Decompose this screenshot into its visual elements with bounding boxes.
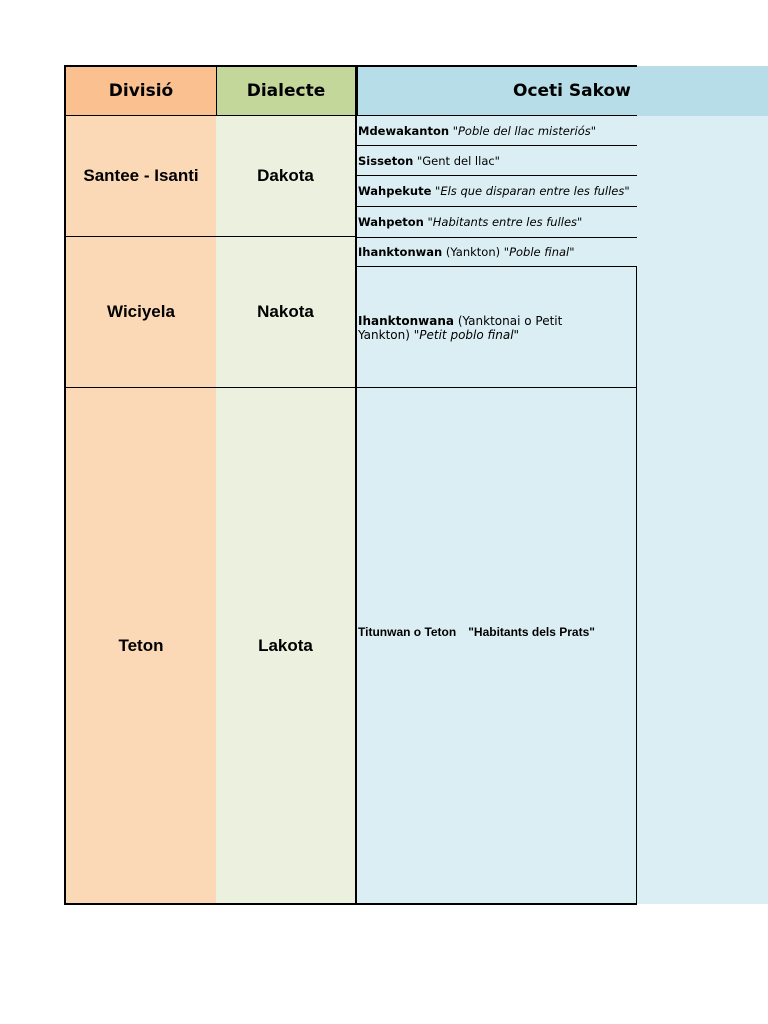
band-name: Mdewakanton xyxy=(358,123,450,138)
header-overflow xyxy=(637,66,768,116)
band-item xyxy=(356,237,637,267)
header-division-label: Divisió xyxy=(108,81,174,101)
band-name: Ihanktonwana xyxy=(358,313,454,328)
band-name: Sisseton xyxy=(358,153,414,168)
header-dialect xyxy=(217,65,357,117)
band-item xyxy=(356,146,637,176)
division-cell: Teton xyxy=(64,388,218,905)
band-item xyxy=(356,388,637,875)
header-oceti xyxy=(356,65,637,117)
band-name: Titunwan o Teton xyxy=(358,624,457,639)
band-item xyxy=(356,116,637,146)
band-alt: (Yanktonai o Petit Yankton) xyxy=(358,313,563,342)
header-oceti-label: Oceti Sakow xyxy=(513,81,631,101)
band-meaning: "Els que disparan entre les fulles" xyxy=(435,184,630,198)
band-item xyxy=(356,176,637,207)
band-name: Wahpekute xyxy=(358,184,432,198)
band-name: Wahpeton xyxy=(358,215,424,229)
division-cell: Santee - Isanti xyxy=(64,116,218,238)
band-item xyxy=(356,207,637,237)
band-meaning: "Gent del llac" xyxy=(416,153,500,168)
background-panel xyxy=(637,66,768,904)
band-meaning: "Petit poblo final" xyxy=(413,327,520,342)
header-division xyxy=(64,65,218,117)
band-meaning: "Poble final" xyxy=(503,245,575,259)
dialect-cell: Dakota xyxy=(216,116,357,238)
dialect-cell: Nakota xyxy=(216,237,357,389)
header-dialect-label: Dialecte xyxy=(246,81,326,101)
band-alt: (Yankton) xyxy=(445,245,501,259)
band-meaning: "Habitants entre les fulles" xyxy=(427,215,583,229)
band-meaning: "Habitants dels Prats" xyxy=(468,624,595,639)
band-item xyxy=(356,267,637,388)
band-meaning: "Poble del llac misteriós" xyxy=(452,123,597,138)
band-name: Ihanktonwan xyxy=(358,245,443,259)
dialect-cell: Lakota xyxy=(216,388,357,905)
division-cell: Wiciyela xyxy=(64,237,218,389)
